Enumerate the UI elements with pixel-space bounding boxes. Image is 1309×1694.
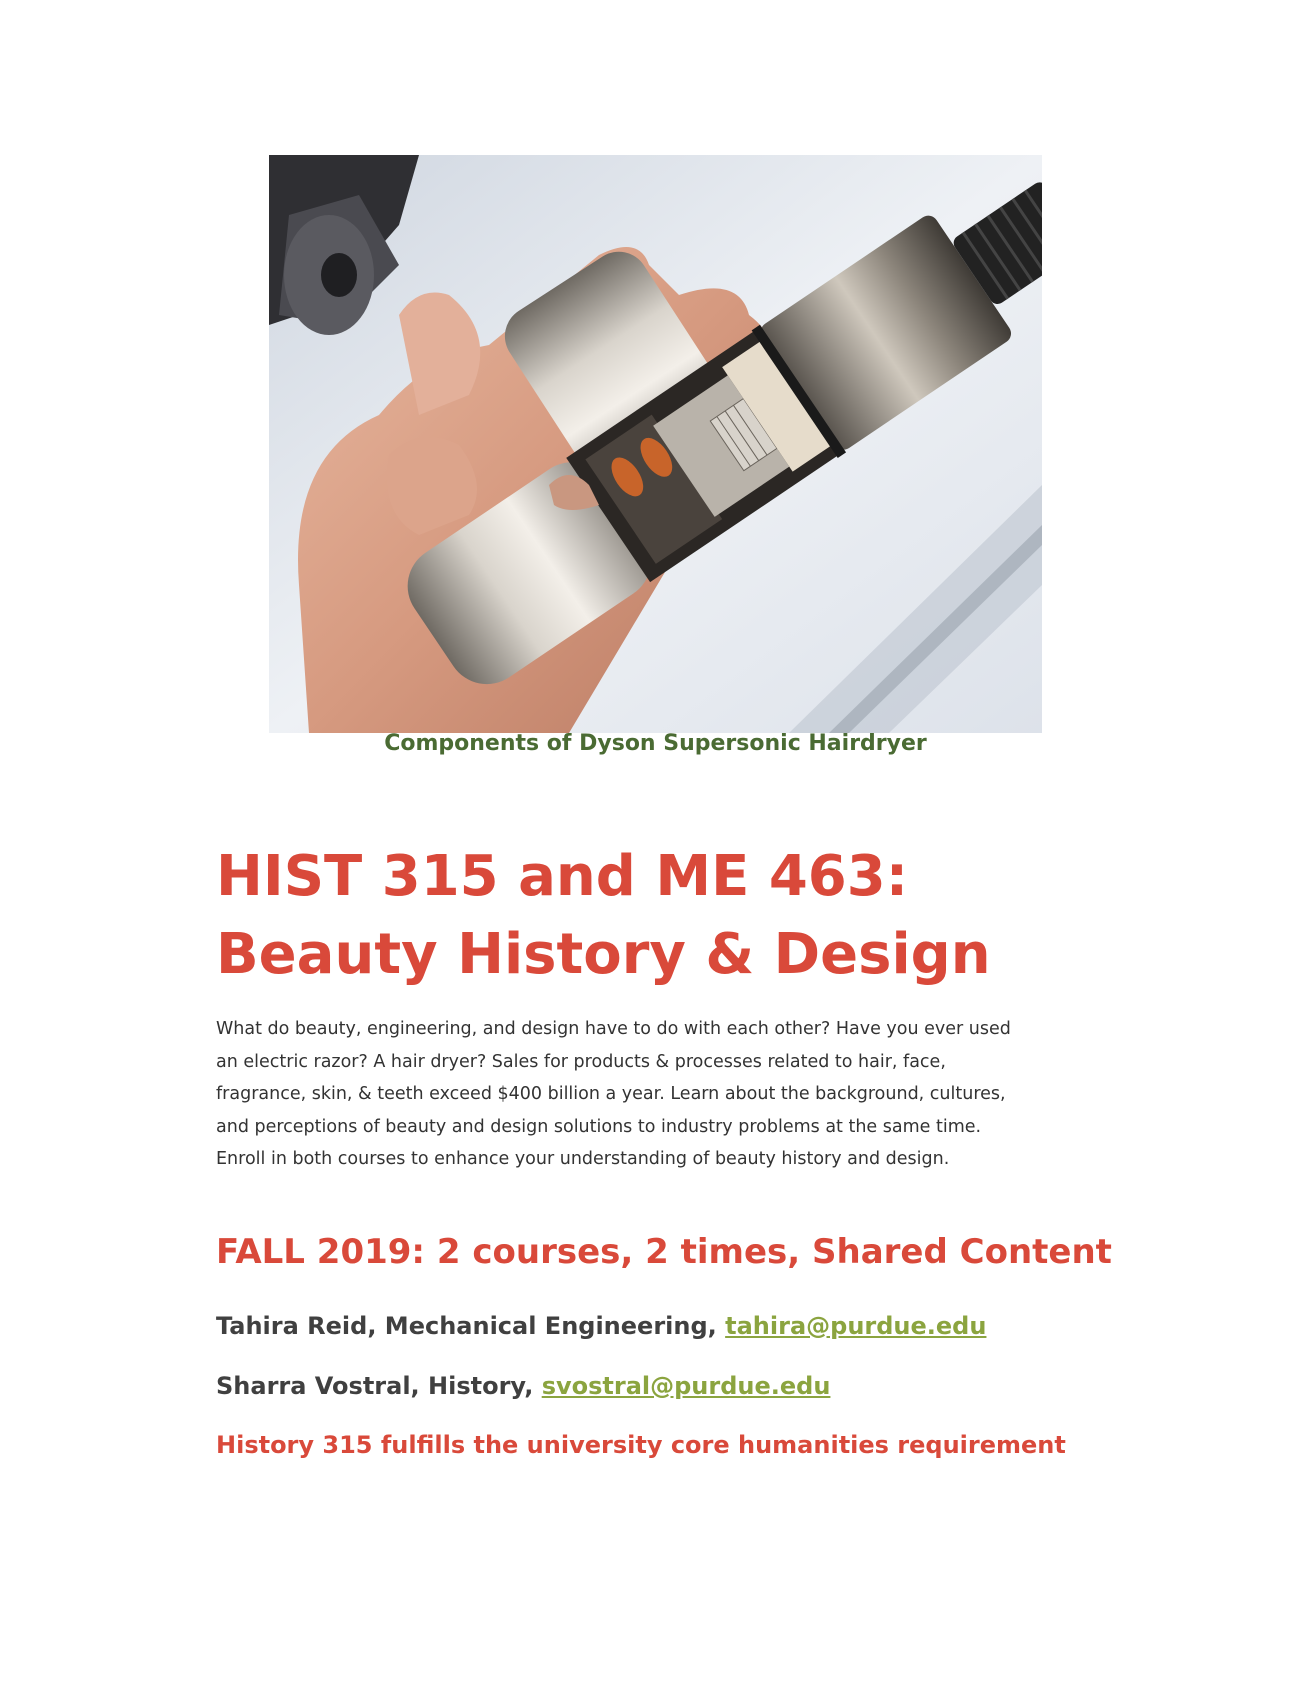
contact-name: Sharra Vostral, History, xyxy=(216,1372,542,1400)
course-title-line-2: Beauty History & Design xyxy=(216,922,991,987)
photo-caption: Components of Dyson Supersonic Hairdryer xyxy=(384,731,927,756)
description-line: and perceptions of beauty and design solutions to industry problems at the same time. xyxy=(216,1116,982,1137)
description-line: Enroll in both courses to enhance your understanding of beauty history and design. xyxy=(216,1149,950,1169)
requirement-note: History 315 fulfills the university core humanities requirement xyxy=(216,1431,1066,1459)
schedule-heading: FALL 2019: 2 courses, 2 times, Shared Content xyxy=(216,1232,1112,1272)
course-title-line-1: HIST 315 and ME 463: xyxy=(216,844,909,909)
email-link-svostral[interactable]: svostral@purdue.edu xyxy=(541,1372,831,1400)
contact-tahira-reid xyxy=(216,1312,986,1340)
contact-name: Tahira Reid, Mechanical Engineering, xyxy=(216,1312,726,1340)
email-link-tahira[interactable]: tahira@purdue.edu xyxy=(725,1312,987,1340)
description-line: an electric razor? A hair dryer? Sales for products & processes related to hair, face, xyxy=(216,1051,946,1072)
description-line: What do beauty, engineering, and design have to do with each other? Have you ever used xyxy=(216,1019,1011,1039)
contact-sharra-vostral xyxy=(216,1372,830,1400)
course-title xyxy=(216,838,1216,994)
hairdryer-photo xyxy=(269,155,1042,733)
description-line: fragrance, skin, & teeth exceed $400 billion a year. Learn about the background, cultures, xyxy=(216,1084,1006,1104)
course-description xyxy=(216,1013,1096,1176)
